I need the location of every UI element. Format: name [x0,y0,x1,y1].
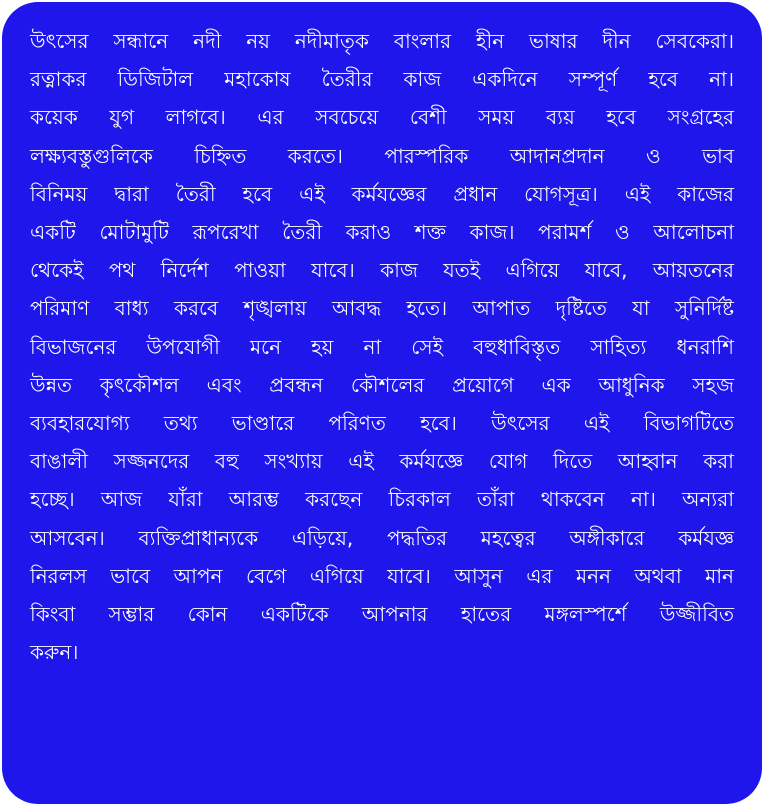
body-paragraph [30,22,734,671]
paragraph-line: একটি মোটামুটি রূপরেখা তৈরী করাও শক্ত কাজ। পরামর্শ ও আলোচনা [30,220,734,245]
paragraph-line: উন্নত কৃৎকৌশল এবং প্রবন্ধন কৌশলের প্রয়োগে এক আধুনিক সহজ [30,372,734,397]
paragraph-line: রত্নাকর ডিজিটাল মহাকোষ তৈরীর কাজ একদিনে সম্পূর্ণ হবে না। [30,67,734,92]
paragraph-line: হচ্ছে। আজ যাঁরা আরম্ভ করছেন চিরকাল তাঁরা থাকবেন না। অন্যরা [30,487,734,512]
paragraph-line: বিভাজনের উপযোগী মনে হয় না সেই বহুধাবিস্তৃত সাহিত্য ধনরাশি [30,334,734,359]
paragraph-line: বিনিময় দ্বারা তৈরী হবে এই কর্মযজ্ঞের প্রধান যোগসূত্র। এই কাজের [30,181,734,206]
paragraph-line: কিংবা সম্ভার কোন একটিকে আপনার হাতের মঙ্গলস্পর্শে উজ্জীবিত [30,602,734,627]
paragraph-line: করুন। [30,640,79,665]
text-panel [2,2,762,804]
paragraph-line: থেকেই পথ নির্দেশ পাওয়া যাবে। কাজ যতই এগিয়ে যাবে, আয়তনের [30,258,734,283]
paragraph-line: লক্ষ্যবস্তুগুলিকে চিহ্নিত করতে। পারস্পরিক আদানপ্রদান ও ভাব [30,143,734,168]
paragraph-line: নিরলস ভাবে আপন বেগে এগিয়ে যাবে। আসুন এর মনন অথবা মান [30,563,734,588]
paragraph-line: পরিমাণ বাধ্য করবে শৃঙ্খলায় আবদ্ধ হতে। আপাত দৃষ্টিতে যা সুনির্দিষ্ট [30,296,734,321]
paragraph-line: উৎসের সন্ধানে নদী নয় নদীমাতৃক বাংলার হীন ভাষার দীন সেবকেরা। [30,29,734,53]
paragraph-line: আসবেন। ব্যক্তিপ্রাধান্যকে এড়িয়ে, পদ্ধতির মহত্বের অঙ্গীকারে কর্মযজ্ঞ [30,525,734,550]
paragraph-line: বাঙালী সজ্জনদের বহু সংখ্যায় এই কর্মযজ্ঞে যোগ দিতে আহ্বান করা [30,449,734,474]
paragraph-line: কয়েক যুগ লাগবে। এর সবচেয়ে বেশী সময় ব্যয় হবে সংগ্রহের [30,105,734,130]
paragraph-line: ব্যবহারযোগ্য তথ্য ভাণ্ডারে পরিণত হবে। উৎসের এই বিভাগটিতে [30,411,734,436]
